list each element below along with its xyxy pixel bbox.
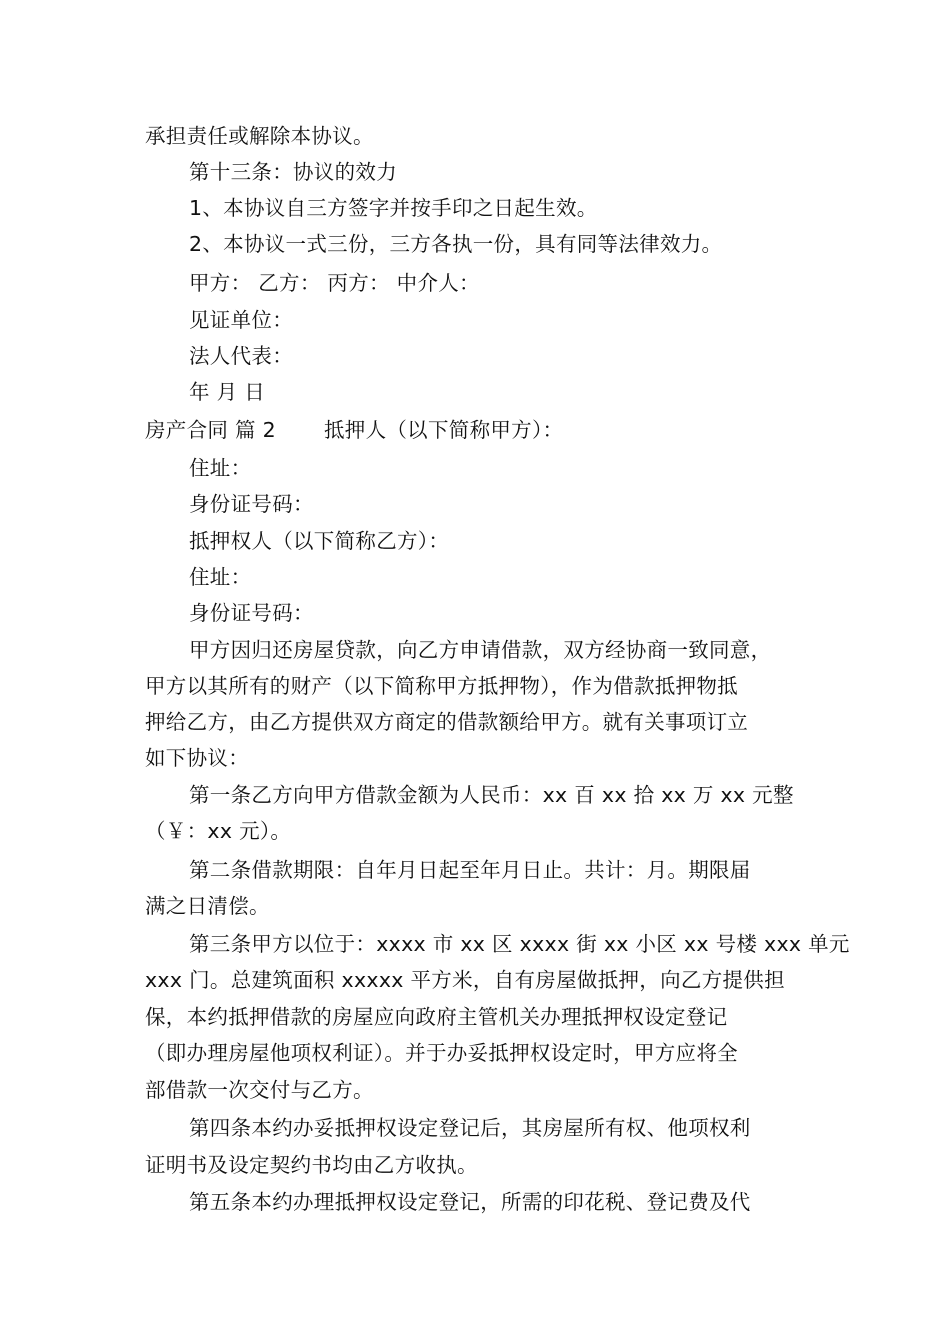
- paragraph-line: 承担责任或解除本协议。: [145, 124, 374, 148]
- date-line: 年 月 日: [189, 380, 266, 404]
- paragraph-line: 保，本约抵押借款的房屋应向政府主管机关办理抵押权设定登记: [145, 1005, 728, 1029]
- id-number-line: 身份证号码：: [189, 492, 314, 516]
- witness-unit-line: 见证单位：: [189, 308, 293, 332]
- paragraph-line: xxx 门。总建筑面积 xxxxx 平方米，自有房屋做抵押，向乙方提供担: [145, 968, 785, 992]
- paragraph-line: 甲方以其所有的财产（以下简称甲方抵押物），作为借款抵押物抵: [145, 674, 738, 698]
- article-line: 第四条本约办妥抵押权设定登记后，其房屋所有权、他项权利: [189, 1116, 751, 1140]
- address-line: 住址：: [189, 565, 252, 589]
- paragraph-line: 如下协议：: [145, 746, 249, 770]
- address-line: 住址：: [189, 456, 252, 480]
- article-line: 第五条本约办理抵押权设定登记，所需的印花税、登记费及代: [189, 1190, 751, 1214]
- paragraph-line: 2、本协议一式三份，三方各执一份，具有同等法律效力。: [189, 232, 723, 256]
- signature-parties-line: 甲方： 乙方： 丙方： 中介人：: [189, 271, 480, 295]
- legal-representative-line: 法人代表：: [189, 344, 293, 368]
- contract-section-line: [145, 412, 825, 448]
- article-heading: 第十三条：协议的效力: [189, 160, 397, 184]
- article-line: 第三条甲方以位于：xxxx 市 xx 区 xxxx 街 xx 小区 xx 号楼 xxx 单元: [189, 932, 850, 956]
- contract-section-title: 房产合同 篇 2: [145, 418, 276, 442]
- mortgagor-label: 抵押人（以下简称甲方）：: [323, 418, 564, 442]
- paragraph-line: 1、本协议自三方签字并按手印之日起生效。: [189, 196, 598, 220]
- article-line: 第一条乙方向甲方借款金额为人民币：xx 百 xx 拾 xx 万 xx 元整: [189, 783, 794, 807]
- mortgagee-label: 抵押权人（以下简称乙方）：: [189, 529, 450, 553]
- id-number-line: 身份证号码：: [189, 601, 314, 625]
- article-line: 第二条借款期限：自年月日起至年月日止。共计：月。期限届: [189, 858, 751, 882]
- paragraph-line: 押给乙方，由乙方提供双方商定的借款额给甲方。就有关事项订立: [145, 710, 749, 734]
- paragraph-line: 部借款一次交付与乙方。: [145, 1078, 374, 1102]
- paragraph-line: 甲方因归还房屋贷款，向乙方申请借款，双方经协商一致同意，: [189, 638, 772, 662]
- paragraph-line: 满之日清偿。: [145, 894, 270, 918]
- paragraph-line: （￥：xx 元）。: [145, 819, 292, 843]
- paragraph-line: 证明书及设定契约书均由乙方收执。: [145, 1153, 478, 1177]
- paragraph-line: （即办理房屋他项权利证）。并于办妥抵押权设定时，甲方应将全: [145, 1041, 738, 1065]
